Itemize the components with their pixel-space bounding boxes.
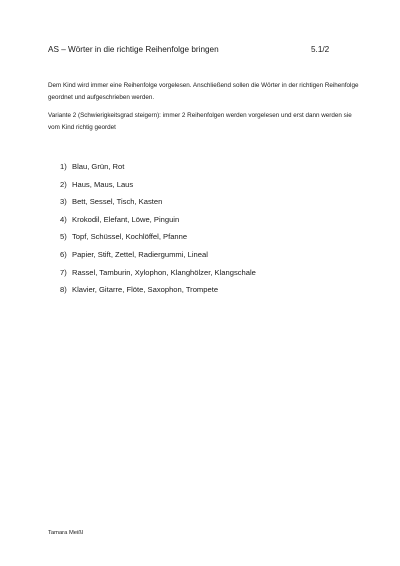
item-number: 5) [60, 232, 67, 242]
list-item [60, 246, 256, 264]
item-number: 7) [60, 267, 67, 277]
item-text: Klavier, Gitarre, Flöte, Saxophon, Trompete [72, 285, 219, 295]
item-text: Topf, Schüssel, Kochlöffel, Pfanne [72, 232, 188, 242]
list-item [60, 211, 256, 229]
list-item [60, 281, 256, 299]
item-text: Blau, Grün, Rot [72, 162, 125, 171]
list-item [60, 228, 256, 246]
author-footer: Tamara Meißl [48, 530, 84, 536]
item-text: Rassel, Tamburin, Xylophon, Klanghölzer, Klangschale [72, 267, 256, 277]
word-sequence-list [60, 158, 256, 299]
instructions-paragraph: Dem Kind wird immer eine Reihenfolge vorgelesen. Anschließend sollen die Wörter in der richtigen Reihenfolge geordnet und aufgeschrieben werden. [48, 82, 359, 101]
item-text: Haus, Maus, Laus [72, 179, 134, 189]
item-number: 3) [60, 197, 67, 207]
item-number: 2) [60, 179, 67, 189]
item-number: 6) [60, 249, 67, 259]
item-text: Bett, Sessel, Tisch, Kasten [72, 197, 163, 207]
item-number: 8) [60, 285, 67, 295]
item-text: Krokodil, Elefant, Löwe, Pinguin [72, 214, 180, 224]
list-item [60, 193, 256, 211]
item-text: Papier, Stift, Zettel, Radiergummi, Lineal [72, 249, 208, 259]
variant-paragraph: Variante 2 (Schwierigkeitsgrad steigern): immer 2 Reihenfolgen werden vorgelesen und erst dann werden sie vom Kind richtig geordet [48, 112, 352, 131]
item-number: 1) [60, 162, 67, 171]
list-item [60, 176, 256, 194]
item-number: 4) [60, 214, 67, 224]
page-reference: 5.1/2 [311, 45, 330, 54]
list-item [60, 158, 256, 176]
document-title: AS – Wörter in die richtige Reihenfolge bringen [48, 45, 219, 54]
list-item [60, 264, 256, 282]
